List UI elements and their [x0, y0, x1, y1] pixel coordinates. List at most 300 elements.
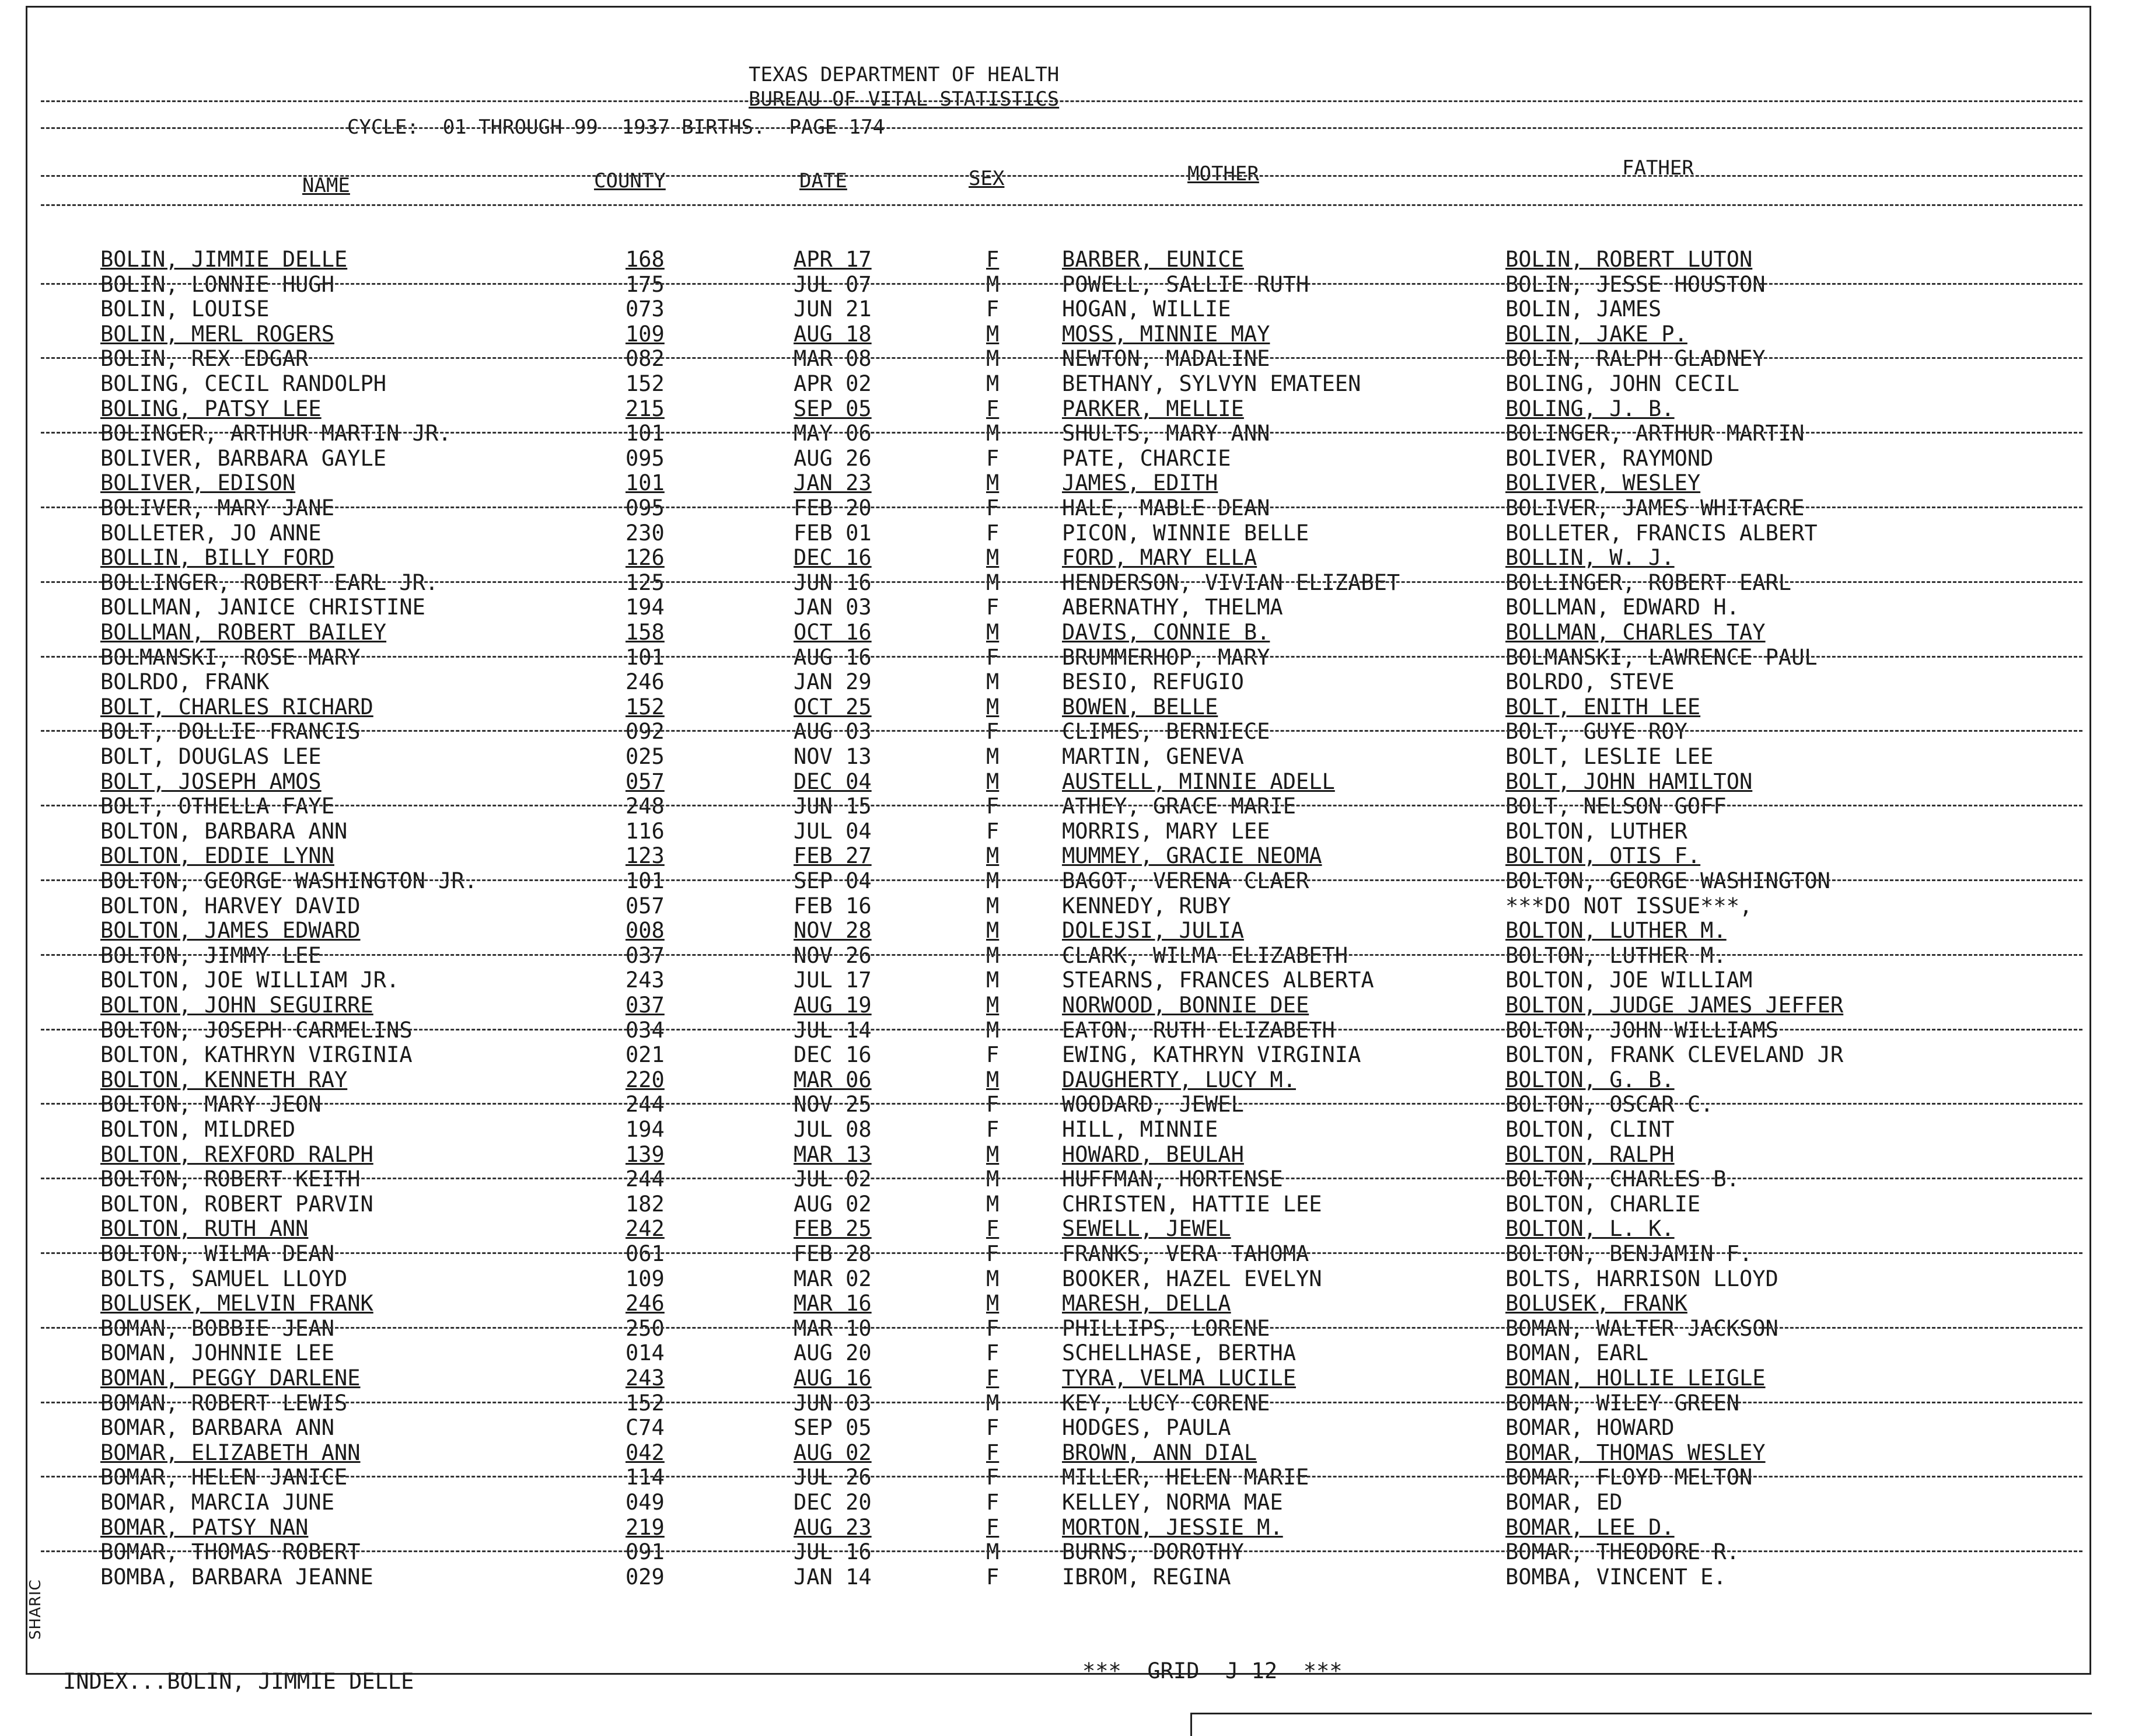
cell-sex: F	[986, 719, 1000, 745]
cell-name: BOLTON, JOSEPH CARMELINS	[100, 1017, 413, 1043]
cell-county: 244	[626, 1166, 665, 1192]
cell-mother: AUSTELL, MINNIE ADELL	[1062, 769, 1335, 794]
cell-mother: MORRIS, MARY LEE	[1062, 818, 1270, 844]
cell-mother: BROWN, ANN DIAL	[1062, 1440, 1257, 1465]
cell-county: 014	[626, 1340, 665, 1366]
cell-name: BOLING, CECIL RANDOLPH	[100, 371, 387, 396]
table-row	[0, 471, 2135, 495]
cell-county: 244	[626, 1092, 665, 1117]
cell-date: MAR 08	[794, 346, 872, 372]
cell-date: JUL 08	[794, 1117, 872, 1142]
cell-mother: PHILLIPS, LORENE	[1062, 1315, 1270, 1341]
cell-county: 243	[626, 1365, 665, 1391]
cell-date: JAN 29	[794, 669, 872, 695]
cell-name: BOMAR, THOMAS ROBERT	[100, 1539, 361, 1565]
cell-mother: MUMMEY, GRACIE NEOMA	[1062, 843, 1322, 869]
table-row	[0, 794, 2135, 819]
cell-date: JUL 04	[794, 818, 872, 844]
cell-father: BOLT, ENITH LEE	[1505, 694, 1701, 719]
cell-mother: BARBER, EUNICE	[1062, 247, 1244, 272]
cell-date: MAY 06	[794, 421, 872, 446]
table-row	[0, 322, 2135, 347]
cell-sex: F	[986, 1365, 1000, 1391]
table-row	[0, 397, 2135, 421]
cell-county: 139	[626, 1141, 665, 1167]
cell-county: 008	[626, 918, 665, 944]
cell-sex: F	[986, 495, 1000, 521]
cell-county: 116	[626, 818, 665, 844]
cell-father: BOLTON, OSCAR C.	[1505, 1092, 1714, 1117]
cell-date: JAN 23	[794, 470, 872, 496]
cell-date: AUG 03	[794, 719, 872, 745]
cell-county: 152	[626, 694, 665, 719]
cell-mother: SHULTS, MARY ANN	[1062, 421, 1270, 446]
cell-mother: FRANKS, VERA TAHOMA	[1062, 1241, 1309, 1266]
col-father: FATHER	[1622, 156, 1694, 180]
cell-sex: F	[986, 296, 1000, 322]
table-row	[0, 297, 2135, 322]
cell-sex: M	[986, 967, 1000, 993]
cell-father: BOLIN, JESSE HOUSTON	[1505, 271, 1766, 297]
cell-county: 123	[626, 843, 665, 869]
cell-name: BOLT, DOLLIE FRANCIS	[100, 719, 361, 745]
cell-date: DEC 16	[794, 1042, 872, 1068]
cell-sex: M	[986, 1291, 1000, 1316]
cell-sex: M	[986, 769, 1000, 794]
cell-name: BOLT, JOSEPH AMOS	[100, 769, 322, 794]
cell-mother: FORD, MARY ELLA	[1062, 545, 1257, 571]
cell-sex: F	[986, 794, 1000, 819]
cell-sex: F	[986, 1092, 1000, 1117]
table-row	[0, 571, 2135, 595]
cell-mother: NORWOOD, BONNIE DEE	[1062, 993, 1309, 1018]
cell-date: OCT 16	[794, 620, 872, 645]
cell-father: BOMAN, WILEY GREEN	[1505, 1390, 1739, 1416]
cell-name: BOLIN, LONNIE HUGH	[100, 271, 334, 297]
cell-date: MAR 16	[794, 1291, 872, 1316]
cell-sex: M	[986, 1266, 1000, 1291]
cell-date: JUN 15	[794, 794, 872, 819]
table-row	[0, 869, 2135, 893]
cell-father: BOLIVER, WESLEY	[1505, 470, 1701, 496]
cell-name: BOLIN, MERL ROGERS	[100, 321, 334, 347]
cell-date: JUL 14	[794, 1017, 872, 1043]
cell-county: 021	[626, 1042, 665, 1068]
cell-county: 037	[626, 993, 665, 1018]
cell-father: BOLING, JOHN CECIL	[1505, 371, 1739, 396]
table-row	[0, 944, 2135, 968]
cell-father: BOLUSEK, FRANK	[1505, 1291, 1687, 1316]
cell-date: AUG 16	[794, 644, 872, 670]
cell-date: JUN 16	[794, 570, 872, 595]
cell-date: AUG 19	[794, 993, 872, 1018]
cell-name: BOMBA, BARBARA JEANNE	[100, 1564, 373, 1590]
table-row	[0, 695, 2135, 719]
cell-father: BOLIN, RALPH GLADNEY	[1505, 346, 1766, 372]
cell-sex: F	[986, 1315, 1000, 1341]
cell-county: 057	[626, 769, 665, 794]
cell-county: 194	[626, 1117, 665, 1142]
table-row	[0, 1565, 2135, 1590]
cell-father: BOLT, LESLIE LEE	[1505, 744, 1714, 769]
cell-date: JUL 07	[794, 271, 872, 297]
cell-county: 034	[626, 1017, 665, 1043]
cell-name: BOLT, DOUGLAS LEE	[100, 744, 322, 769]
cell-mother: PARKER, MELLIE	[1062, 396, 1244, 421]
cell-date: MAR 13	[794, 1141, 872, 1167]
cell-date: FEB 27	[794, 843, 872, 869]
cell-county: 219	[626, 1514, 665, 1540]
cell-father: BOMAN, EARL	[1505, 1340, 1649, 1366]
cell-father: BOLTON, RALPH	[1505, 1141, 1675, 1167]
cell-sex: M	[986, 620, 1000, 645]
cell-mother: ATHEY, GRACE MARIE	[1062, 794, 1296, 819]
table-row	[0, 1217, 2135, 1241]
cell-date: AUG 26	[794, 445, 872, 471]
cell-father: BOLRDO, STEVE	[1505, 669, 1675, 695]
cell-county: 243	[626, 967, 665, 993]
cell-mother: MARESH, DELLA	[1062, 1291, 1231, 1316]
cell-mother: KEY, LUCY CORENE	[1062, 1390, 1270, 1416]
cell-county: 109	[626, 1266, 665, 1291]
table-row	[0, 1167, 2135, 1192]
cell-father: BOLTON, GEORGE WASHINGTON	[1505, 868, 1830, 893]
cell-sex: F	[986, 1564, 1000, 1590]
cell-father: BOMBA, VINCENT E.	[1505, 1564, 1727, 1590]
cell-sex: M	[986, 868, 1000, 893]
table-row	[0, 1391, 2135, 1416]
cell-date: FEB 25	[794, 1216, 872, 1242]
cell-father: BOLIN, ROBERT LUTON	[1505, 247, 1753, 272]
cell-sex: F	[986, 1490, 1000, 1515]
cell-name: BOLTON, KATHRYN VIRGINIA	[100, 1042, 413, 1068]
cell-sex: M	[986, 744, 1000, 769]
cell-date: SEP 05	[794, 396, 872, 421]
cell-mother: STEARNS, FRANCES ALBERTA	[1062, 967, 1374, 993]
cell-name: BOLTON, HARVEY DAVID	[100, 893, 361, 918]
cell-name: BOMAN, BOBBIE JEAN	[100, 1315, 334, 1341]
cell-name: BOLIVER, BARBARA GAYLE	[100, 445, 387, 471]
cell-county: 250	[626, 1315, 665, 1341]
cell-sex: M	[986, 1191, 1000, 1217]
cell-name: BOLTON, RUTH ANN	[100, 1216, 309, 1242]
cell-date: NOV 25	[794, 1092, 872, 1117]
cell-county: 248	[626, 794, 665, 819]
cell-name: BOMAN, ROBERT LEWIS	[100, 1390, 348, 1416]
cell-county: 095	[626, 495, 665, 521]
cell-mother: MORTON, JESSIE M.	[1062, 1514, 1283, 1540]
cell-name: BOLLETER, JO ANNE	[100, 520, 322, 546]
cell-sex: M	[986, 421, 1000, 446]
cell-sex: F	[986, 1514, 1000, 1540]
cell-name: BOLIN, JIMMIE DELLE	[100, 247, 348, 272]
cell-father: BOLTON, LUTHER M.	[1505, 942, 1727, 968]
table-row	[0, 1416, 2135, 1440]
cell-date: MAR 06	[794, 1067, 872, 1092]
cell-date: JAN 03	[794, 595, 872, 620]
cell-father: BOLLIN, W. J.	[1505, 545, 1675, 571]
cell-sex: M	[986, 346, 1000, 372]
cell-county: 194	[626, 595, 665, 620]
cell-sex: M	[986, 1166, 1000, 1192]
cell-date: JUL 02	[794, 1166, 872, 1192]
cell-mother: TYRA, VELMA LUCILE	[1062, 1365, 1296, 1391]
cell-sex: F	[986, 1415, 1000, 1441]
cell-mother: KENNEDY, RUBY	[1062, 893, 1231, 918]
table-row	[0, 1092, 2135, 1117]
cell-sex: F	[986, 1440, 1000, 1465]
cell-father: ***DO NOT ISSUE***,	[1505, 893, 1753, 918]
cell-county: 158	[626, 620, 665, 645]
cell-date: SEP 05	[794, 1415, 872, 1441]
cell-mother: BAGOT, VERENA CLAER	[1062, 868, 1309, 893]
table-row	[0, 645, 2135, 670]
col-date: DATE	[799, 169, 847, 193]
cell-name: BOMAR, BARBARA ANN	[100, 1415, 334, 1441]
cell-sex: M	[986, 843, 1000, 869]
cell-sex: F	[986, 445, 1000, 471]
cell-name: BOLTON, GEORGE WASHINGTON JR.	[100, 868, 478, 893]
cell-mother: KELLEY, NORMA MAE	[1062, 1490, 1283, 1515]
cell-sex: M	[986, 993, 1000, 1018]
cell-father: BOLTON, JUDGE JAMES JEFFER	[1505, 993, 1844, 1018]
cell-father: BOLTON, OTIS F.	[1505, 843, 1701, 869]
cell-mother: HILL, MINNIE	[1062, 1117, 1218, 1142]
cell-name: BOLMANSKI, ROSE MARY	[100, 644, 361, 670]
side-label: SHARIC	[27, 1579, 44, 1640]
cell-sex: M	[986, 470, 1000, 496]
table-row	[0, 247, 2135, 272]
cell-county: 168	[626, 247, 665, 272]
cell-name: BOLINGER, ARTHUR MARTIN JR.	[100, 421, 452, 446]
cell-name: BOLTON, JAMES EDWARD	[100, 918, 361, 944]
cell-name: BOLLIN, BILLY FORD	[100, 545, 334, 571]
cell-father: BOLIVER, RAYMOND	[1505, 445, 1714, 471]
table-row	[0, 1291, 2135, 1316]
table-row	[0, 1018, 2135, 1043]
cell-mother: MARTIN, GENEVA	[1062, 744, 1244, 769]
cell-father: BOLTS, HARRISON LLOYD	[1505, 1266, 1778, 1291]
cell-name: BOLLINGER, ROBERT EARL JR.	[100, 570, 439, 595]
cell-mother: EWING, KATHRYN VIRGINIA	[1062, 1042, 1361, 1068]
cell-mother: PATE, CHARCIE	[1062, 445, 1231, 471]
cell-date: DEC 04	[794, 769, 872, 794]
table-row	[0, 372, 2135, 396]
table-row	[0, 1143, 2135, 1167]
cell-date: AUG 20	[794, 1340, 872, 1366]
cell-father: BOLIVER, JAMES WHITACRE	[1505, 495, 1805, 521]
cell-county: 246	[626, 1291, 665, 1316]
cell-date: AUG 23	[794, 1514, 872, 1540]
org-line-1: TEXAS DEPARTMENT OF HEALTH	[749, 63, 1060, 86]
cell-father: BOLLINGER, ROBERT EARL	[1505, 570, 1792, 595]
cell-mother: CHRISTEN, HATTIE LEE	[1062, 1191, 1322, 1217]
table-row	[0, 1465, 2135, 1490]
cell-father: BOLINGER, ARTHUR MARTIN	[1505, 421, 1805, 446]
cell-name: BOMAN, PEGGY DARLENE	[100, 1365, 361, 1391]
cell-county: 101	[626, 868, 665, 893]
cell-name: BOLTON, ROBERT KEITH	[100, 1166, 361, 1192]
cell-sex: M	[986, 1017, 1000, 1043]
cell-date: AUG 18	[794, 321, 872, 347]
table-row	[0, 273, 2135, 297]
cell-date: DEC 20	[794, 1490, 872, 1515]
cell-name: BOLLMAN, ROBERT BAILEY	[100, 620, 387, 645]
cell-mother: CLARK, WILMA ELIZABETH	[1062, 942, 1348, 968]
cell-county: 109	[626, 321, 665, 347]
table-row	[0, 1540, 2135, 1564]
cell-sex: F	[986, 1042, 1000, 1068]
cell-mother: BURNS, DOROTHY	[1062, 1539, 1244, 1565]
cell-sex: M	[986, 1390, 1000, 1416]
table-row	[0, 521, 2135, 546]
cell-date: AUG 02	[794, 1440, 872, 1465]
cell-sex: M	[986, 893, 1000, 918]
cell-county: 029	[626, 1564, 665, 1590]
cell-date: MAR 02	[794, 1266, 872, 1291]
cell-name: BOLTON, KENNETH RAY	[100, 1067, 348, 1092]
table-row	[0, 1068, 2135, 1092]
cell-father: BOLIN, JAMES	[1505, 296, 1662, 322]
table-row	[0, 421, 2135, 446]
grid-reference: *** GRID J 12 ***	[1082, 1658, 1343, 1683]
col-name: NAME	[302, 174, 350, 197]
cell-mother: BOWEN, BELLE	[1062, 694, 1218, 719]
cell-name: BOLTON, JIMMY LEE	[100, 942, 322, 968]
table-row	[0, 770, 2135, 794]
table-row	[0, 496, 2135, 521]
cell-date: JUL 26	[794, 1465, 872, 1490]
cycle-line: CYCLE: 01 THROUGH 99 1937 BIRTHS. PAGE 174	[347, 116, 885, 139]
cell-sex: F	[986, 1465, 1000, 1490]
table-row	[0, 968, 2135, 993]
cell-father: BOLTON, LUTHER	[1505, 818, 1687, 844]
table-row	[0, 595, 2135, 620]
cell-county: 025	[626, 744, 665, 769]
cell-mother: HENDERSON, VIVIAN ELIZABET	[1062, 570, 1400, 595]
cell-date: APR 17	[794, 247, 872, 272]
cell-name: BOLT, CHARLES RICHARD	[100, 694, 373, 719]
cell-county: 175	[626, 271, 665, 297]
cell-mother: IBROM, REGINA	[1062, 1564, 1231, 1590]
cell-father: BOMAR, THOMAS WESLEY	[1505, 1440, 1766, 1465]
col-mother: MOTHER	[1187, 162, 1259, 186]
cell-county: 061	[626, 1241, 665, 1266]
cell-county: 246	[626, 669, 665, 695]
cell-county: 042	[626, 1440, 665, 1465]
cell-date: AUG 16	[794, 1365, 872, 1391]
cell-county: 114	[626, 1465, 665, 1490]
cell-father: BOLTON, JOHN WILLIAMS	[1505, 1017, 1778, 1043]
cell-sex: F	[986, 595, 1000, 620]
table-row	[0, 745, 2135, 769]
cell-mother: HOWARD, BEULAH	[1062, 1141, 1244, 1167]
cell-date: FEB 16	[794, 893, 872, 918]
cell-date: JUL 17	[794, 967, 872, 993]
cell-sex: M	[986, 918, 1000, 944]
table-row	[0, 719, 2135, 744]
cell-father: BOLTON, L. K.	[1505, 1216, 1675, 1242]
cell-date: SEP 04	[794, 868, 872, 893]
cell-name: BOLIVER, EDISON	[100, 470, 296, 496]
col-county: COUNTY	[594, 169, 666, 193]
cell-mother: ABERNATHY, THELMA	[1062, 595, 1283, 620]
cell-father: BOLTON, G. B.	[1505, 1067, 1675, 1092]
cell-mother: HODGES, PAULA	[1062, 1415, 1231, 1441]
cell-county: 126	[626, 545, 665, 571]
cell-father: BOLLMAN, EDWARD H.	[1505, 595, 1739, 620]
cell-mother: NEWTON, MADALINE	[1062, 346, 1270, 372]
cell-sex: F	[986, 1216, 1000, 1242]
cell-father: BOLTON, CHARLES B.	[1505, 1166, 1739, 1192]
table-row	[0, 1341, 2135, 1365]
cell-date: FEB 28	[794, 1241, 872, 1266]
cell-date: NOV 28	[794, 918, 872, 944]
cell-county: 152	[626, 371, 665, 396]
cell-sex: F	[986, 1340, 1000, 1366]
cell-sex: F	[986, 396, 1000, 421]
cell-name: BOMAR, MARCIA JUNE	[100, 1490, 334, 1515]
table-row	[0, 1192, 2135, 1217]
cell-mother: SEWELL, JEWEL	[1062, 1216, 1231, 1242]
cell-name: BOLLMAN, JANICE CHRISTINE	[100, 595, 425, 620]
table-row	[0, 1515, 2135, 1540]
cell-mother: MILLER, HELEN MARIE	[1062, 1465, 1309, 1490]
cell-father: BOLT, GUYE ROY	[1505, 719, 1687, 745]
cell-county: C74	[626, 1415, 665, 1441]
cell-mother: JAMES, EDITH	[1062, 470, 1218, 496]
cell-county: 220	[626, 1067, 665, 1092]
cell-sex: M	[986, 1539, 1000, 1565]
cell-date: JUN 21	[794, 296, 872, 322]
cell-father: BOLTON, CLINT	[1505, 1117, 1675, 1142]
cell-date: APR 02	[794, 371, 872, 396]
cell-county: 101	[626, 644, 665, 670]
cell-mother: EATON, RUTH ELIZABETH	[1062, 1017, 1335, 1043]
cell-county: 091	[626, 1539, 665, 1565]
cell-date: JAN 14	[794, 1564, 872, 1590]
cell-county: 073	[626, 296, 665, 322]
org-line-2: BUREAU OF VITAL STATISTICS	[749, 88, 1060, 111]
cell-county: 125	[626, 570, 665, 595]
cell-name: BOLIVER, MARY JANE	[100, 495, 334, 521]
cell-father: BOMAR, ED	[1505, 1490, 1623, 1515]
cell-mother: CLIMES, BERNIECE	[1062, 719, 1270, 745]
cell-name: BOMAR, ELIZABETH ANN	[100, 1440, 361, 1465]
cell-mother: PICON, WINNIE BELLE	[1062, 520, 1309, 546]
cell-county: 230	[626, 520, 665, 546]
table-row	[0, 1117, 2135, 1142]
table-row	[0, 894, 2135, 918]
table-row	[0, 819, 2135, 844]
cell-mother: DAVIS, CONNIE B.	[1062, 620, 1270, 645]
cell-sex: F	[986, 247, 1000, 272]
cell-name: BOLIN, REX EDGAR	[100, 346, 309, 372]
cell-mother: DAUGHERTY, LUCY M.	[1062, 1067, 1296, 1092]
cell-date: FEB 20	[794, 495, 872, 521]
cell-county: 082	[626, 346, 665, 372]
cell-father: BOLTON, FRANK CLEVELAND JR	[1505, 1042, 1844, 1068]
table-row	[0, 546, 2135, 570]
cell-date: NOV 13	[794, 744, 872, 769]
cell-father: BOLT, NELSON GOFF	[1505, 794, 1727, 819]
cell-date: NOV 26	[794, 942, 872, 968]
cell-date: FEB 01	[794, 520, 872, 546]
cell-name: BOLT, OTHELLA FAYE	[100, 794, 334, 819]
cell-name: BOLTON, EDDIE LYNN	[100, 843, 334, 869]
cell-date: DEC 16	[794, 545, 872, 571]
cell-name: BOLTON, JOHN SEGUIRRE	[100, 993, 373, 1018]
